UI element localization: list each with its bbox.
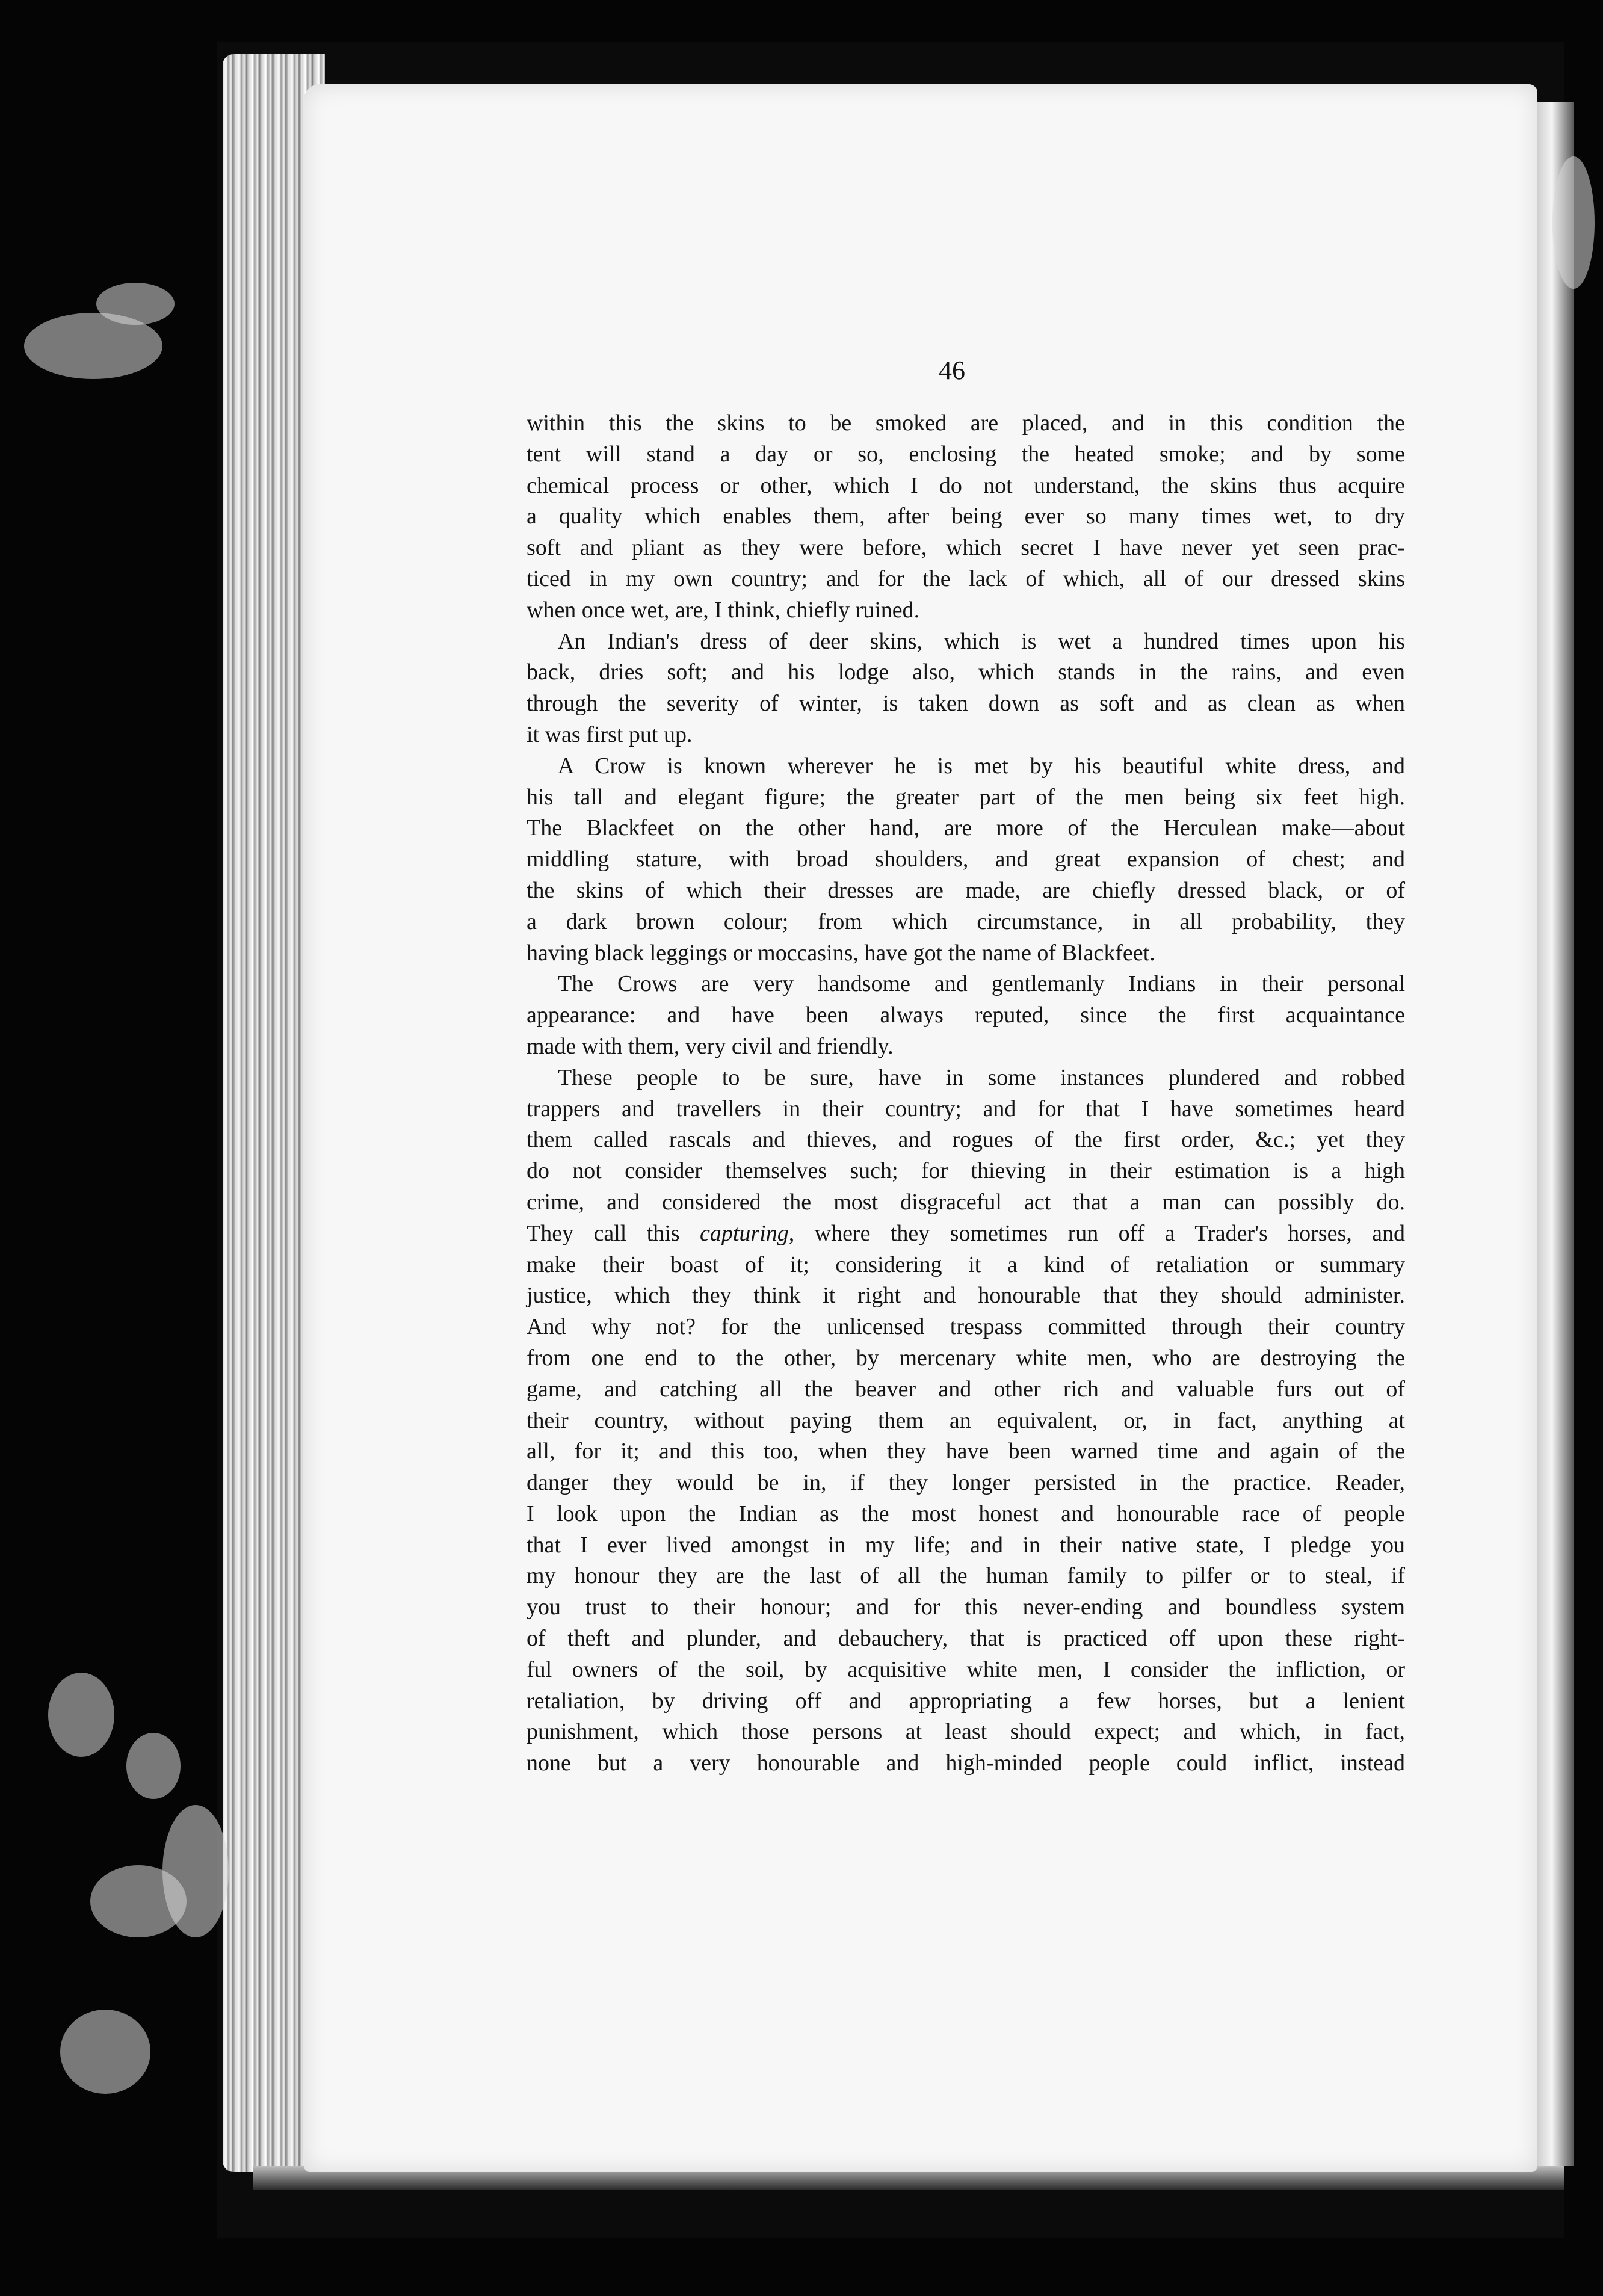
text-line: ticed in my own country; and for the lack of which, all of our dressed skins (527, 566, 1405, 591)
text-line: you trust to their honour; and for this never-ending and boundless system (527, 1594, 1405, 1620)
scan-stain (162, 1805, 229, 1937)
text-line: retaliation, by driving off and appropriating a few horses, but a lenient (527, 1688, 1405, 1714)
text-line: game, and catching all the beaver and other rich and valuable furs out of (527, 1376, 1405, 1402)
text-line: An Indian's dress of deer skins, which is wet a hundred times upon his (558, 628, 1405, 654)
text-line: through the severity of winter, is taken down as soft and as clean as when (527, 691, 1405, 717)
text-line: crime, and considered the most disgraceful act that a man can possibly do. (527, 1189, 1405, 1215)
text-line: my honour they are the last of all the human family to pilfer or to steal, if (527, 1563, 1405, 1589)
scan-stain (48, 1673, 114, 1757)
text-line: justice, which they think it right and honourable that they should administer. (527, 1283, 1405, 1309)
text-line: back, dries soft; and his lodge also, which stands in the rains, and even (527, 659, 1405, 685)
scan-stain (60, 2010, 150, 2094)
scan-stain (96, 283, 175, 325)
text-line: chemical process or other, which I do not understand, the skins thus acquire (527, 472, 1405, 498)
text-line: The Crows are very handsome and gentlemanly Indians in their personal (558, 971, 1405, 997)
text-line: that I ever lived amongst in my life; and in their native state, I pledge you (527, 1532, 1405, 1558)
text-line: from one end to the other, by mercenary white men, who are destroying the (527, 1345, 1405, 1371)
text-line: They call this capturing, where they sometimes run off a Trader's horses, and (527, 1220, 1405, 1246)
text-line: The Blackfeet on the other hand, are more of the Herculean make—about (527, 815, 1405, 841)
body-text (527, 408, 1405, 1779)
text-line: appearance: and have been always reputed, since the first acquaintance (527, 1002, 1405, 1028)
text-line: them called rascals and thieves, and rogues of the first order, &c.; yet they (527, 1127, 1405, 1153)
text-line: tent will stand a day or so, enclosing the heated smoke; and by some (527, 441, 1405, 467)
text-line: their country, without paying them an equivalent, or, in fact, anything at (527, 1407, 1405, 1433)
text-line: a quality which enables them, after being ever so many times wet, to dry (527, 504, 1405, 529)
text-line: ful owners of the soil, by acquisitive white men, I consider the infliction, or (527, 1656, 1405, 1682)
text-line: middling stature, with broad shoulders, and great expansion of chest; and (527, 847, 1405, 872)
text-line: within this the skins to be smoked are placed, and in this condition the (527, 410, 1405, 436)
text-line: A Crow is known wherever he is met by his beautiful white dress, and (558, 753, 1405, 779)
text-line: make their boast of it; considering it a kind of retaliation or summary (527, 1251, 1405, 1277)
text-line: trappers and travellers in their country; and for that I have sometimes heard (527, 1096, 1405, 1122)
scan-stain (1552, 156, 1595, 289)
text-line: having black leggings or moccasins, have got the name of Blackfeet. (527, 940, 1155, 966)
text-line: And why not? for the unlicensed trespass committed through their country (527, 1314, 1405, 1340)
text-line: a dark brown colour; from which circumstance, in all probability, they (527, 909, 1405, 934)
text-line: all, for it; and this too, when they have been warned time and again of the (527, 1439, 1405, 1464)
text-line: I look upon the Indian as the most honest and honourable race of people (527, 1501, 1405, 1526)
text-line: punishment, which those persons at least should expect; and which, in fact, (527, 1719, 1405, 1745)
text-line: when once wet, are, I think, chiefly ruined. (527, 597, 920, 623)
scan-stain (126, 1733, 181, 1799)
text-line: the skins of which their dresses are made, are chiefly dressed black, or of (527, 877, 1405, 903)
text-line: do not consider themselves such; for thieving in their estimation is a high (527, 1158, 1405, 1184)
text-line: of theft and plunder, and debauchery, that is practiced off upon these right- (527, 1626, 1405, 1652)
text-line: made with them, very civil and friendly. (527, 1033, 894, 1059)
text-line: soft and pliant as they were before, which secret I have never yet seen prac- (527, 535, 1405, 561)
page-edge-right (1537, 102, 1574, 2166)
text-line: danger they would be in, if they longer persisted in the practice. Reader, (527, 1470, 1405, 1496)
text-line: none but a very honourable and high-minded people could inflict, instead (527, 1750, 1405, 1776)
page-number: 46 (939, 356, 965, 385)
text-line: his tall and elegant figure; the greater part of the men being six feet high. (527, 784, 1405, 810)
text-line: it was first put up. (527, 721, 693, 747)
text-line: These people to be sure, have in some instances plundered and robbed (558, 1064, 1405, 1090)
